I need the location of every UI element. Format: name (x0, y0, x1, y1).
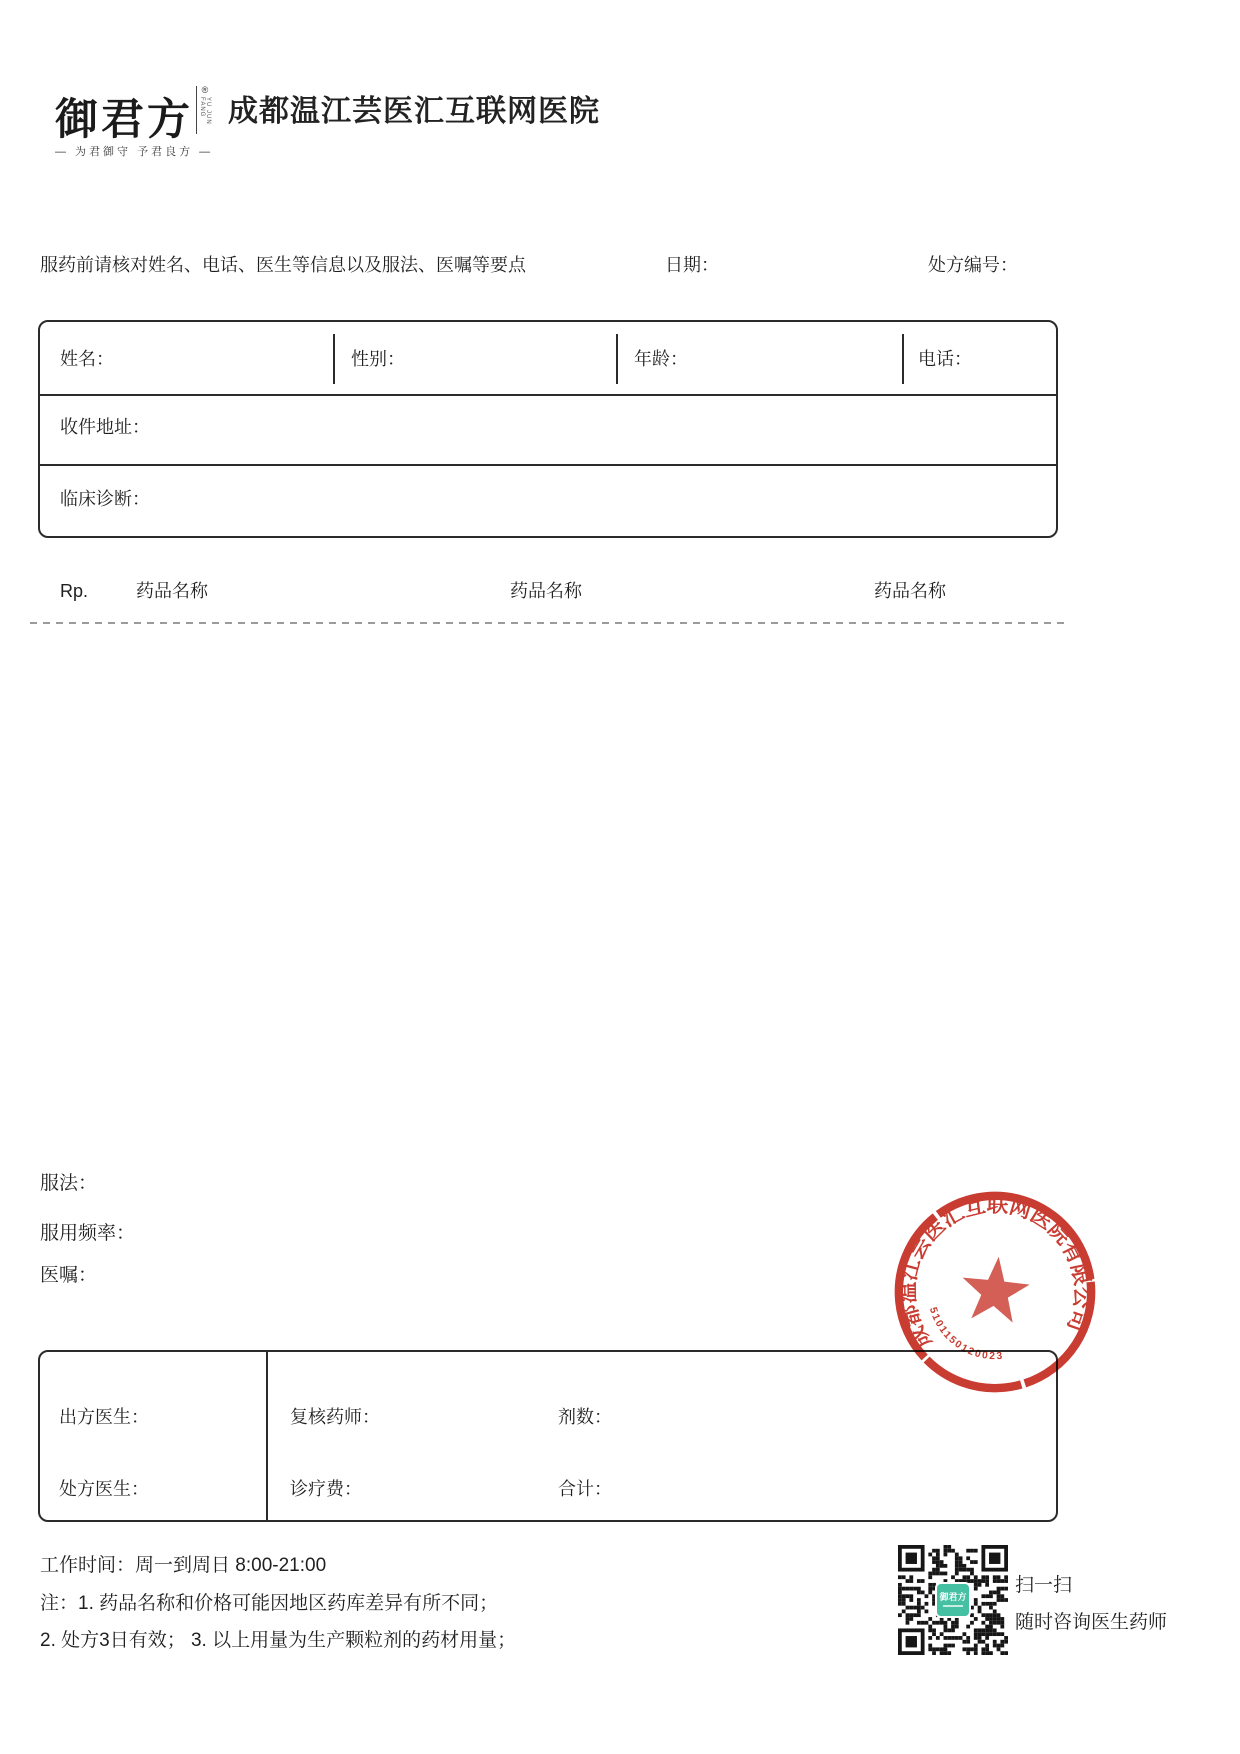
svg-text:成都温江芸医汇互联网医院有限公司 (885, 1181, 1100, 1354)
drug-name-column-header: 药品名称 (136, 581, 208, 601)
reviewing-pharmacist-label: 复核药师： (290, 1407, 380, 1427)
scan-hint: 随时咨询医生药师 (1015, 1612, 1168, 1633)
patient-name-label: 姓名： (60, 349, 114, 369)
dose-count-label: 剂数： (558, 1407, 612, 1427)
drug-name-column-header: 药品名称 (510, 581, 582, 601)
brand-tagline: — 为君御守 予君良方 — (55, 146, 214, 158)
qr-code (898, 1545, 1008, 1655)
qr-center-badge (935, 1582, 971, 1618)
qr-badge-text: 御君方 (939, 1592, 967, 1602)
brand-logo-pinyin: YU JUN FANG (199, 97, 211, 125)
patient-gender-label: 性别： (351, 349, 405, 369)
date-label: 日期： (665, 255, 719, 275)
consult-fee-label: 诊疗费： (290, 1479, 362, 1499)
medication-check-hint: 服药前请核对姓名、电话、医生等信息以及服法、医嘱等要点 (40, 255, 526, 275)
patient-info-box (38, 320, 1058, 538)
brand-logo-side (196, 86, 211, 134)
registered-trademark-icon: ® (201, 85, 209, 95)
patient-age-label: 年龄： (634, 349, 688, 369)
working-hours-text: 工作时间：周一到周日 8:00-21:00 (40, 1555, 327, 1576)
footer-note-2: 2. 处方3日有效； 3. 以上用量为生产颗粒剂的药材用量； (40, 1630, 517, 1651)
column-divider (616, 334, 618, 384)
hospital-seal-stamp (872, 1169, 1118, 1415)
dashed-separator (30, 622, 1064, 624)
brand-logo-text: 御君方 (55, 97, 193, 144)
column-divider (333, 334, 335, 384)
total-label: 合计： (558, 1479, 612, 1499)
clinical-diagnosis-label: 临床诊断： (60, 489, 150, 509)
hospital-name: 成都温江芸医汇互联网医院 (228, 95, 600, 128)
drug-name-column-header: 药品名称 (874, 581, 946, 601)
seal-company-text: 成都温江芸医汇互联网医院有限公司 (895, 1192, 1095, 1353)
patient-phone-label: 电话： (918, 349, 972, 369)
seal-star-icon (958, 1253, 1032, 1324)
brand-logo (55, 86, 211, 147)
prescribing-doctor-label: 处方医生： (59, 1479, 149, 1499)
qr-badge-underline (943, 1605, 963, 1607)
usage-frequency-label: 服用频率： (40, 1223, 136, 1244)
usage-method-label: 服法： (40, 1173, 98, 1194)
doctor-advice-label: 医嘱： (40, 1265, 98, 1286)
svg-text:5101150120023 (927, 1300, 1005, 1370)
column-divider (266, 1352, 268, 1520)
prescription-number-label: 处方编号： (928, 255, 1018, 275)
row-divider (40, 464, 1056, 466)
scan-label: 扫一扫 (1015, 1575, 1073, 1596)
issuing-doctor-label: 出方医生： (59, 1407, 149, 1427)
footer-note-1: 注：1. 药品名称和价格可能因地区药库差异有所不同； (40, 1593, 499, 1614)
rp-label: Rp. (60, 581, 89, 601)
seal-serial-number: 5101150120023 (926, 1306, 1005, 1363)
shipping-address-label: 收件地址： (60, 417, 150, 437)
row-divider (40, 394, 1056, 396)
column-divider (902, 334, 904, 384)
